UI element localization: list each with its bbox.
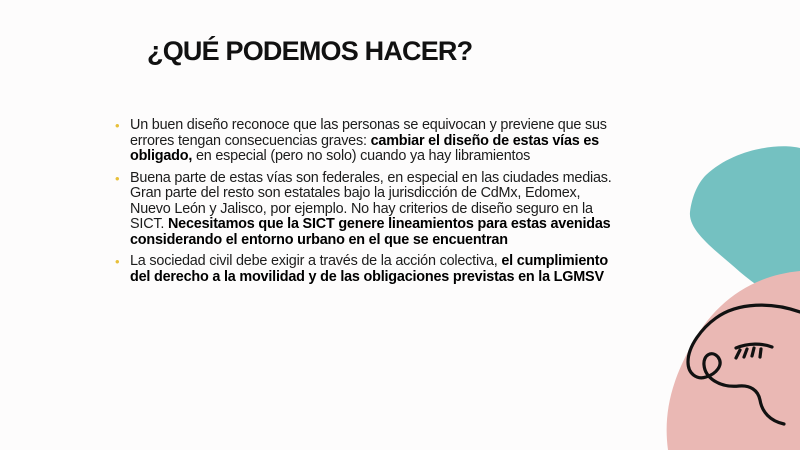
bullet-list (114, 118, 614, 291)
bullet-text: La sociedad civil debe exigir a través de la acción colectiva, (130, 253, 502, 269)
bullet-item-3 (114, 254, 614, 285)
bullet-dot-icon: • (115, 118, 120, 133)
bullet-item-1 (114, 118, 614, 165)
bullet-text: Buena parte de estas vías son federales, en especial en las ciudades medias. Gran parte del resto son estatales bajo la jurisdicción de CdMx, Edomex, Nuevo León y Jalisco, por ejemplo. No hay criterios de diseño seguro en la SICT. (130, 169, 612, 232)
bullet-bold-text: Necesitamos que la SICT genere lineamientos para estas avenidas considerando el entorno urbano en el que se encuentran (130, 216, 611, 248)
bullet-bold-text: cambiar el diseño de estas vías es obligado, (130, 132, 599, 164)
bullet-dot-icon: • (115, 254, 120, 269)
bullet-bold-text: el cumplimiento del derecho a la movilidad y de las obligaciones previstas en la LGMSV (130, 253, 608, 285)
bullet-text: Un buen diseño reconoce que las personas se equivocan y previene que sus errores tengan consecuencias graves: (130, 117, 607, 149)
slide-title: ¿QUÉ PODEMOS HACER? (147, 36, 473, 66)
bullet-text: en especial (pero no solo) cuando ya hay libramientos (192, 148, 531, 164)
bullet-item-2 (114, 171, 614, 249)
bullet-dot-icon: • (115, 170, 120, 186)
